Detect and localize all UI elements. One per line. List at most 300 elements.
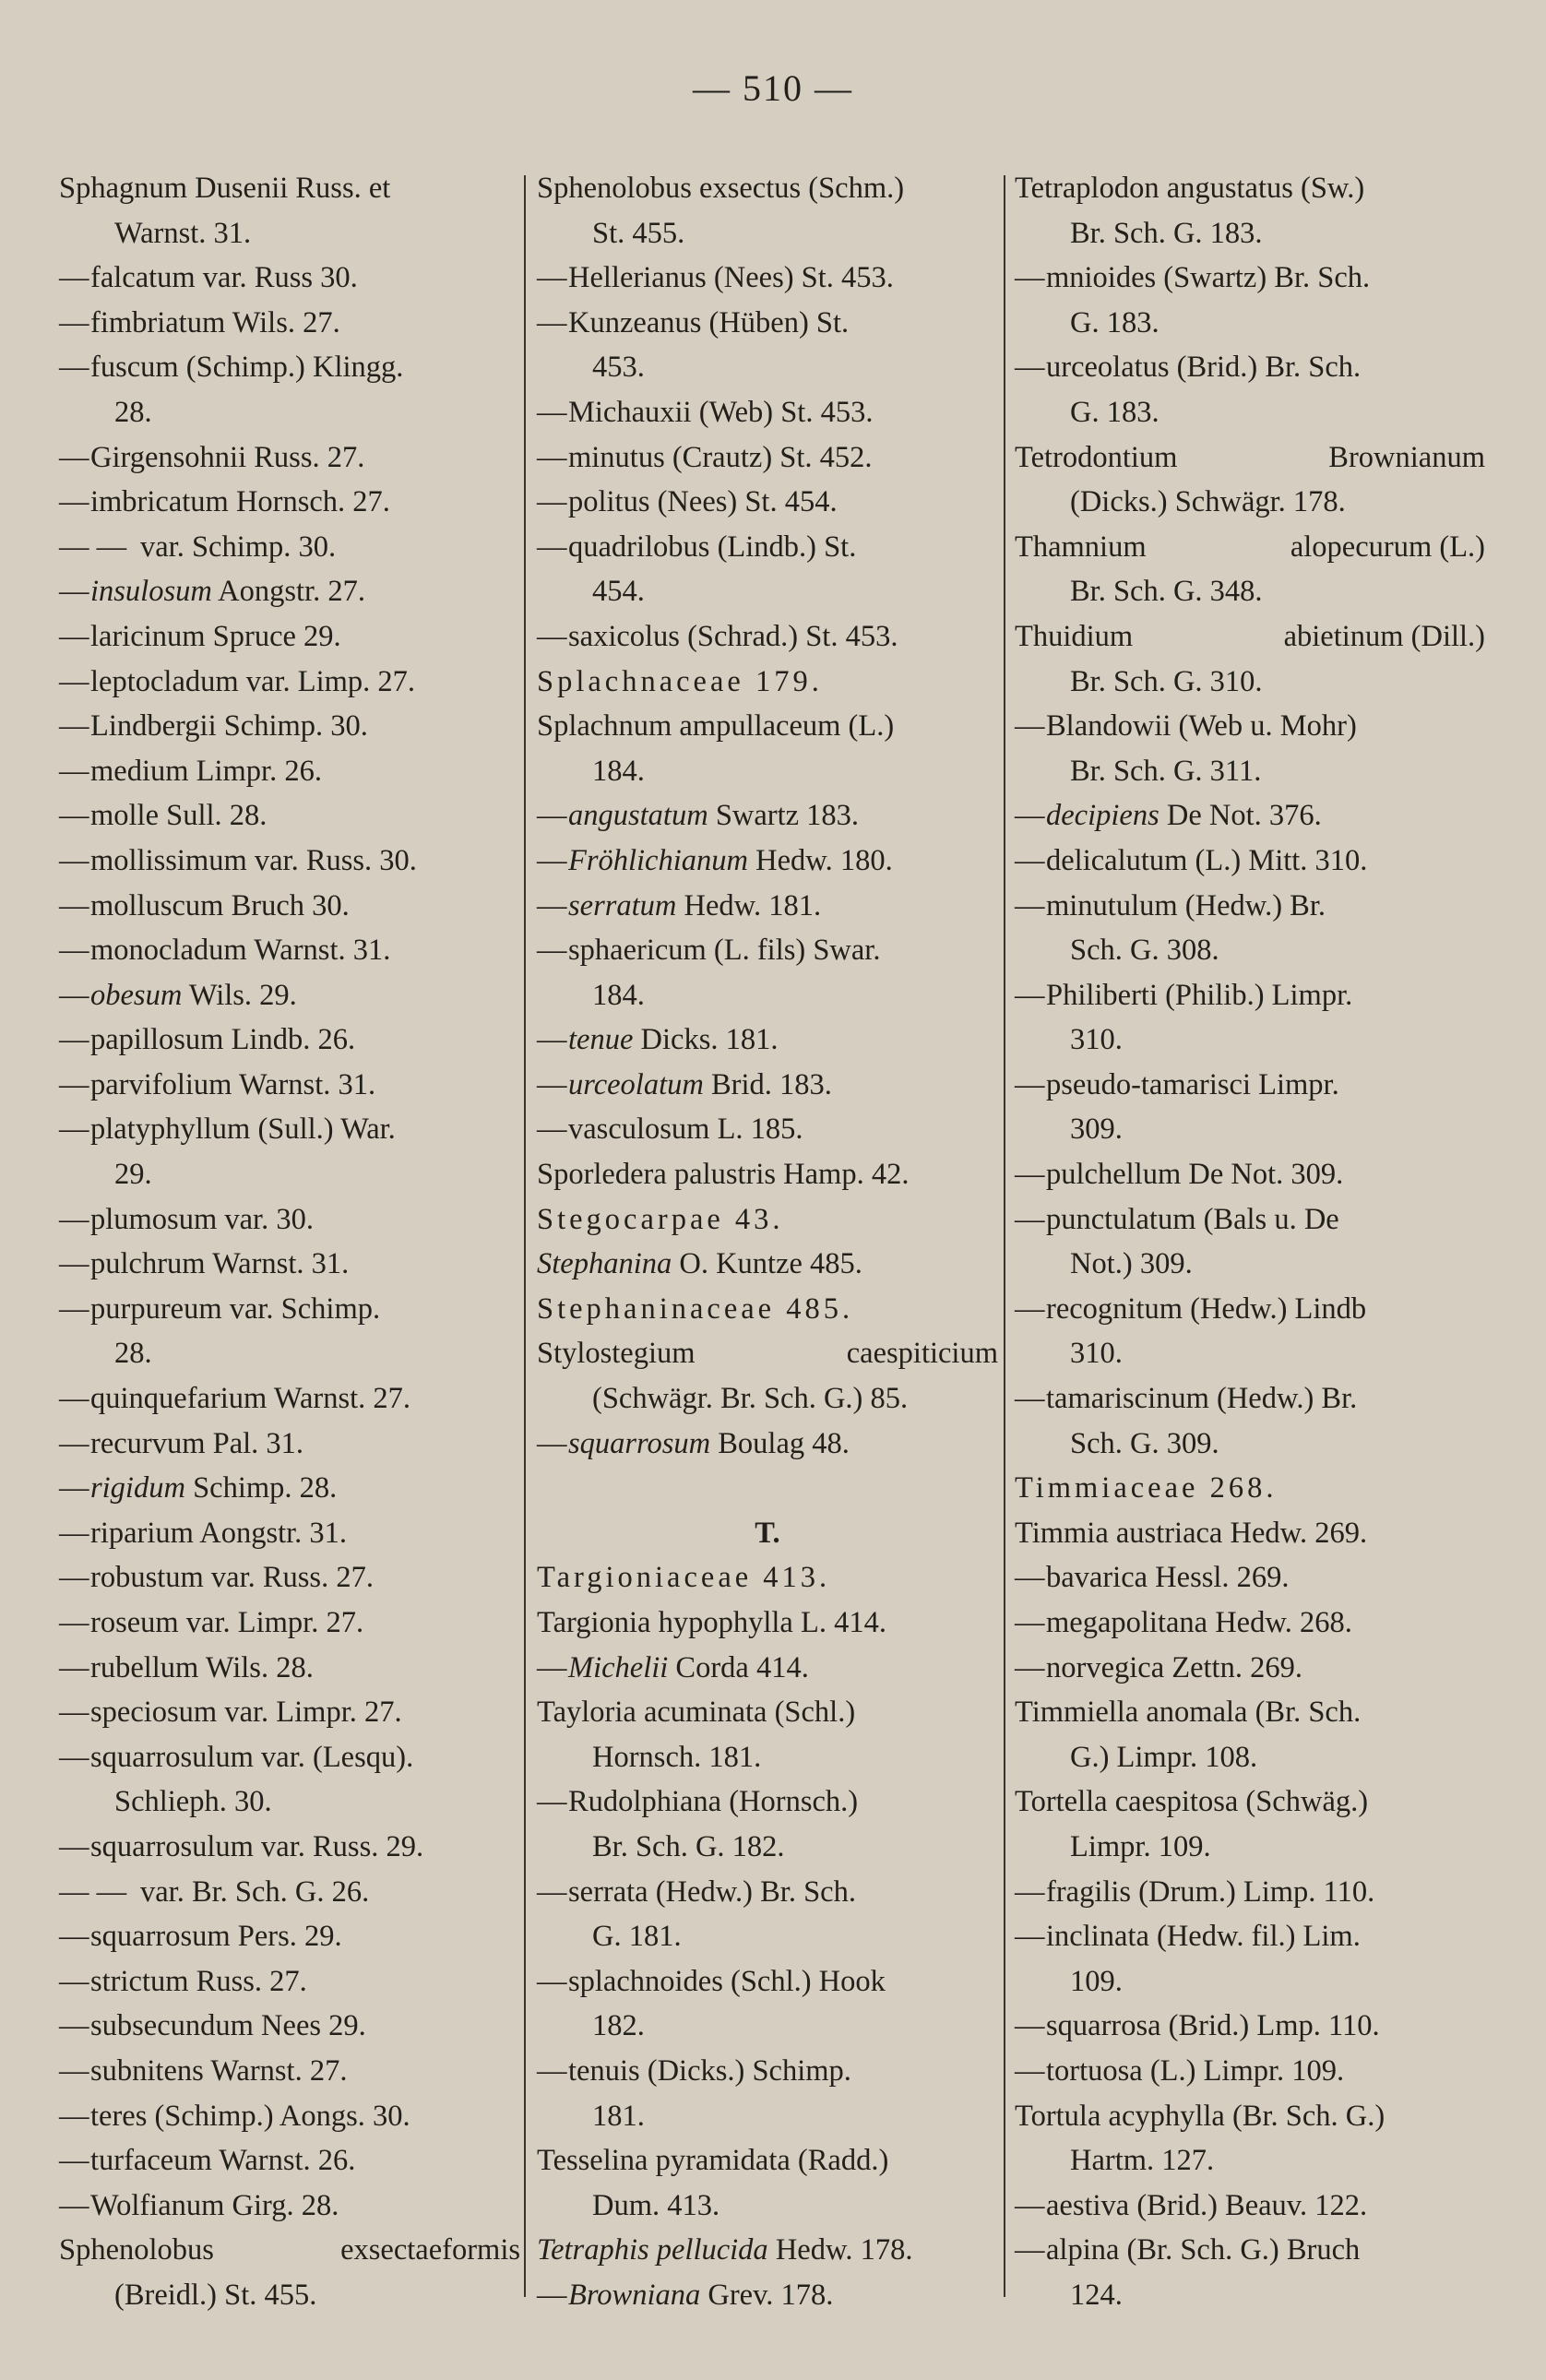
entry-text: mollissimum var. Russ. 30. [90,843,417,877]
ditto-dash: — [537,799,567,833]
index-entry [537,1690,998,1735]
index-entry [59,1735,520,1780]
index-entry [1015,435,1485,481]
entry-text: purpureum var. Schimp. [90,1291,381,1326]
italic-name: Fröhlichianum [568,843,748,877]
entry-text: Hornsch. 181. [592,1740,762,1774]
ditto-dash: — [59,978,89,1012]
index-entry [1015,1152,1485,1197]
index-entry [537,1646,998,1691]
entry-text: Lindbergii Schimp. 30. [90,709,368,744]
entry-text: Philiberti (Philib.) Limpr. [1046,978,1353,1012]
entry-text: Sch. G. 309. [1070,1426,1219,1460]
index-entry [537,1511,998,1556]
index-entry [59,1242,520,1287]
entry-text: tortuosa (L.) Limpr. 109. [1046,2053,1345,2088]
index-column-1 [59,166,520,2318]
index-entry [59,2004,520,2049]
ditto-dash: — [59,1829,89,1863]
index-entry-continuation [537,1376,998,1422]
index-entry [537,525,998,570]
index-entry [1015,2004,1485,2049]
index-entry [59,480,520,525]
ditto-dash: — [59,1202,89,1236]
index-entry-continuation [537,973,998,1018]
entry-text: 182. [592,2009,645,2043]
index-entry [537,2228,998,2273]
entry-text: subnitens Warnst. 27. [90,2053,348,2088]
index-entry-continuation [537,1825,998,1870]
index-entry [59,1376,520,1422]
ditto-dash: — [1015,2188,1045,2222]
index-entry-continuation [1015,1959,1485,2005]
entry-text: Aongstr. 27. [211,575,365,609]
entry-text: (Breidl.) St. 455. [114,2278,317,2312]
entry-text: tamariscinum (Hedw.) Br. [1046,1382,1358,1416]
index-entry [1015,2094,1485,2139]
index-entry [1015,525,1485,570]
index-entry-continuation [537,211,998,256]
entry-text-tail: abietinum (Dill.) [1283,619,1485,653]
entry-text: Br. Sch. G. 311. [1070,754,1262,788]
index-entry [59,2049,520,2094]
index-entry-continuation [59,1152,520,1197]
index-entry-continuation [1015,1825,1485,1870]
italic-name: obesum [90,978,183,1012]
italic-name: tenue [568,1023,634,1057]
ditto-dash: — [59,2053,89,2088]
ditto-dash: — [1015,978,1045,1012]
index-entry [59,1197,520,1243]
entry-text: G. 181. [592,1920,682,1954]
index-entry [1015,793,1485,839]
index-entry [59,839,520,884]
entry-text: parvifolium Warnst. 31. [90,1067,376,1101]
entry-text: Targioniaceae 413. [537,1561,831,1595]
italic-name: rigidum [90,1471,185,1505]
index-entry-continuation [537,345,998,390]
index-entry [537,256,998,301]
index-entry [1015,1690,1485,1735]
entry-text: 310. [1070,1023,1123,1057]
ditto-dash: — [59,1067,89,1101]
entry-text: G. 183. [1070,395,1160,429]
index-entry [59,1959,520,2005]
index-entry [537,1017,998,1063]
entry-text: De Not. 376. [1159,799,1322,833]
entry-text: plumosum var. 30. [90,1202,314,1236]
entry-text: medium Limpr. 26. [90,754,322,788]
index-entry [59,345,520,390]
index-entry [59,1422,520,1467]
index-entry [59,2094,520,2139]
entry-text: politus (Nees) St. 454. [568,485,838,519]
ditto-dash: — [59,1113,89,1147]
entry-text: 184. [592,978,645,1012]
ditto-dash: — [59,2099,89,2133]
ditto-dash: — [537,2278,567,2312]
index-entry [59,884,520,929]
index-entry-continuation [1015,1107,1485,1152]
index-entry [59,1511,520,1556]
index-entry [59,1063,520,1108]
italic-name: Stephanina [537,1247,672,1281]
ditto-dash: — [1015,709,1045,744]
index-entry [537,1601,998,1646]
index-entry [1015,839,1485,884]
ditto-dash: — [1015,1158,1045,1192]
index-entry [1015,2228,1485,2273]
entry-text: Hedw. 178. [767,2233,913,2267]
ditto-dash: — [59,1291,89,1326]
entry-text: 310. [1070,1337,1123,1371]
entry-text: Sphenolobus [59,2233,214,2267]
entry-text: Splachnaceae 179. [537,664,823,698]
index-entry [59,1825,520,1870]
entry-text: Schimp. 28. [184,1471,338,1505]
ditto-dash: — [59,1650,89,1684]
ditto-dash: — [537,1067,567,1101]
ditto-dash: — [59,2144,89,2178]
index-entry [59,2138,520,2184]
entry-text: aestiva (Brid.) Beauv. 122. [1046,2188,1368,2222]
ditto-dash: — [1015,1202,1045,1236]
italic-name: insulosum [90,575,212,609]
entry-text: squarrosulum var. Russ. 29. [90,1829,424,1863]
entry-text: Hedw. 180. [747,843,893,877]
entry-text: Br. Sch. G. 182. [592,1829,785,1863]
index-entry-continuation [1015,569,1485,614]
ditto-dash: — [59,305,89,339]
entry-text: laricinum Spruce 29. [90,619,341,653]
entry-text: monocladum Warnst. 31. [90,934,391,968]
entry-text: Tayloria acuminata (Schl.) [537,1696,856,1730]
entry-text: papillosum Lindb. 26. [90,1023,356,1057]
index-entry-continuation [537,1735,998,1780]
index-entry [59,1107,520,1152]
index-entry [537,1555,998,1601]
entry-text: Sporledera palustris Hamp. 42. [537,1158,910,1192]
index-entry [537,1779,998,1825]
index-entry [1015,166,1485,211]
ditto-dash: — [1015,351,1045,385]
index-entry [59,435,520,481]
ditto-dash: — [59,1561,89,1595]
index-column-2 [537,166,998,2318]
ditto-dash: — [537,934,567,968]
index-entry [537,704,998,749]
index-entry [59,1017,520,1063]
index-entry [59,1646,520,1691]
entry-text: platyphyllum (Sull.) War. [90,1113,396,1147]
ditto-dash: — [537,440,567,474]
index-entry [537,2273,998,2318]
entry-text: alpina (Br. Sch. G.) Bruch [1046,2233,1361,2267]
entry-text: Stylostegium [537,1337,696,1371]
entry-text: Boulag 48. [710,1426,850,1460]
entry-text: Stephaninaceae 485. [537,1291,854,1326]
index-entry-continuation [59,1331,520,1376]
entry-text: Blandowii (Web u. Mohr) [1046,709,1357,744]
entry-text: G.) Limpr. 108. [1070,1740,1258,1774]
italic-name: Tetraphis pellucida [537,2233,768,2267]
index-entry [537,480,998,525]
index-entry [1015,1376,1485,1422]
ditto-dash: — [59,619,89,653]
index-entry [59,973,520,1018]
entry-text: minutulum (Hedw.) Br. [1046,888,1326,922]
index-entry [1015,884,1485,929]
entry-text: fuscum (Schimp.) Klingg. [90,351,404,385]
entry-text: Br. Sch. G. 348. [1070,575,1263,609]
ditto-dash: — [59,799,89,833]
entry-text: vasculosum L. 185. [568,1113,803,1147]
index-entry [537,1870,998,1915]
ditto-dash: — [59,485,89,519]
ditto-dash-double: — — [59,1874,127,1909]
index-entry [537,1152,998,1197]
ditto-dash: — [537,1023,567,1057]
ditto-dash: — [59,1471,89,1505]
index-entry [1015,704,1485,749]
entry-text: (Dicks.) Schwägr. 178. [1070,485,1346,519]
entry-text: molle Sull. 28. [90,799,268,833]
italic-name: squarrosum [568,1426,711,1460]
ditto-dash: — [59,1023,89,1057]
entry-text: Hartm. 127. [1070,2144,1215,2178]
index-entry-continuation [537,2184,998,2229]
ditto-dash: — [1015,1561,1045,1595]
entry-text: sphaericum (L. fils) Swar. [568,934,881,968]
italic-name: Michelii [568,1650,669,1684]
italic-name: angustatum [568,799,708,833]
ditto-dash: — [59,664,89,698]
ditto-dash: — [59,888,89,922]
entry-text: O. Kuntze 485. [672,1247,862,1281]
entry-text: Stegocarpae 43. [537,1202,784,1236]
entry-text: imbricatum Hornsch. 27. [90,485,390,519]
ditto-dash: — [59,1696,89,1730]
entry-text: Rudolphiana (Hornsch.) [568,1785,859,1819]
entry-text: squarrosum Pers. 29. [90,1920,342,1954]
index-entry [537,2049,998,2094]
index-entry [537,839,998,884]
entry-text: turfaceum Warnst. 26. [90,2144,356,2178]
entry-text: Sch. G. 308. [1070,934,1219,968]
ditto-dash: — [59,261,89,295]
italic-name: decipiens [1046,799,1160,833]
entry-text: riparium Aongstr. 31. [90,1516,348,1550]
entry-text: Tetraplodon angustatus (Sw.) [1015,172,1365,205]
entry-text: Grev. 178. [700,2278,834,2312]
entry-text: bavarica Hessl. 269. [1046,1561,1290,1595]
index-entry [537,390,998,435]
ditto-dash: — [537,305,567,339]
ditto-dash: — [1015,1067,1045,1101]
ditto-dash: — [59,843,89,877]
ditto-dash: — [1015,2053,1045,2088]
entry-text: (Schwägr. Br. Sch. G.) 85. [592,1382,909,1416]
entry-text: recurvum Pal. 31. [90,1426,304,1460]
entry-text: 454. [592,575,645,609]
index-entry-continuation [1015,211,1485,256]
index-entry-continuation [59,1779,520,1825]
ditto-dash: — [537,888,567,922]
entry-text: Hellerianus (Nees) St. 453. [568,261,894,295]
index-entry-continuation [1015,1017,1485,1063]
entry-text: 309. [1070,1113,1123,1147]
index-entry [59,1555,520,1601]
entry-text: Timmiaceae 268. [1015,1471,1278,1505]
index-entry [537,435,998,481]
index-entry [1015,1287,1485,1332]
entry-text: Michauxii (Web) St. 453. [568,395,874,429]
ditto-dash: — [59,2009,89,2043]
entry-text: delicalutum (L.) Mitt. 310. [1046,843,1368,877]
entry-text: Sphenolobus exsectus (Schm.) [537,172,905,205]
ditto-dash: — [59,1247,89,1281]
entry-text: serrata (Hedw.) Br. Sch. [568,1874,856,1909]
entry-text: Wolfianum Girg. 28. [90,2188,339,2222]
entry-text: Br. Sch. G. 183. [1070,216,1263,250]
ditto-dash: — [59,934,89,968]
index-entry [59,1690,520,1735]
entry-text: Tortula acyphylla (Br. Sch. G.) [1015,2099,1385,2133]
index-entry [537,166,998,211]
index-entry [537,2138,998,2184]
entry-text: 28. [114,1337,152,1371]
index-entry-continuation [59,390,520,435]
entry-text: quadrilobus (Lindb.) St. [568,530,857,564]
index-entry [59,704,520,749]
entry-text-tail: exsectaeformis [340,2233,520,2267]
entry-text: Dum. 413. [592,2188,720,2222]
index-entry [537,1287,998,1332]
entry-text: Targionia hypophylla L. 414. [537,1606,886,1639]
index-entry-continuation [537,749,998,794]
index-entry [59,614,520,660]
column-divider [1004,175,1005,2297]
column-divider [524,175,526,2297]
index-entry-continuation [537,2094,998,2139]
index-entry [59,1870,520,1915]
entry-text: Not.) 309. [1070,1247,1193,1281]
entry-text: recognitum (Hedw.) Lindb [1046,1291,1367,1326]
page-number: — 510 — [693,67,853,109]
index-entry [537,1422,998,1467]
index-entry [59,166,520,211]
ditto-dash: — [537,1650,567,1684]
ditto-dash-double: — — [59,530,127,564]
index-entry [59,569,520,614]
entry-text: 28. [114,395,152,429]
ditto-dash: — [1015,1874,1045,1909]
index-entry [59,2228,520,2273]
index-entry [1015,973,1485,1018]
entry-text: leptocladum var. Limp. 27. [90,664,416,698]
entry-text: G. 183. [1070,305,1160,339]
ditto-dash: — [1015,1920,1045,1954]
ditto-dash: — [1015,2009,1045,2043]
entry-text: 29. [114,1158,152,1192]
index-entry-continuation [537,1914,998,1959]
entry-text: speciosum var. Limpr. 27. [90,1696,402,1730]
index-entry-continuation [59,211,520,256]
index-entry-continuation [1015,301,1485,346]
ditto-dash: — [59,709,89,744]
entry-text: quinquefarium Warnst. 27. [90,1382,410,1416]
entry-text: Schlieph. 30. [114,1785,272,1819]
entry-text: Thamnium [1015,530,1147,564]
ditto-dash: — [1015,1650,1045,1684]
index-entry-continuation [1015,928,1485,973]
index-entry [537,660,998,705]
entry-text: 184. [592,754,645,788]
ditto-dash: — [59,1382,89,1416]
ditto-dash: — [537,843,567,877]
entry-text: robustum var. Russ. 27. [90,1561,374,1595]
entry-text: 181. [592,2099,645,2133]
index-entry [1015,1646,1485,1691]
index-entry-continuation [1015,1242,1485,1287]
ditto-dash: — [537,261,567,295]
italic-name: serratum [568,888,677,922]
entry-text: teres (Schimp.) Aongs. 30. [90,2099,410,2133]
entry-text: punctulatum (Bals u. De [1046,1202,1339,1236]
entry-text: inclinata (Hedw. fil.) Lim. [1046,1920,1361,1954]
index-entry-continuation [1015,2273,1485,2318]
ditto-dash: — [1015,1606,1045,1639]
entry-text: Warnst. 31. [114,216,252,250]
entry-text: Sphagnum Dusenii Russ. et [59,172,391,205]
entry-text: saxicolus (Schrad.) St. 453. [568,619,898,653]
entry-text: Corda 414. [668,1650,809,1684]
entry-text: Tortella caespitosa (Schwäg.) [1015,1785,1369,1819]
entry-text: Br. Sch. G. 310. [1070,664,1263,698]
index-entry [59,1466,520,1511]
index-entry [1015,1555,1485,1601]
entry-text: mnioides (Swartz) Br. Sch. [1046,261,1371,295]
entry-text-tail: alopecurum (L.) [1290,530,1485,564]
entry-text-tail: caespiticium [846,1337,998,1371]
index-entry-continuation [1015,480,1485,525]
entry-text: strictum Russ. 27. [90,1964,307,1998]
index-entry [59,1601,520,1646]
ditto-dash: — [537,1874,567,1909]
entry-text: megapolitana Hedw. 268. [1046,1606,1352,1639]
index-entry-continuation [1015,1422,1485,1467]
index-entry [1015,1511,1485,1556]
entry-text: Brid. 183. [703,1067,832,1101]
ditto-dash: — [59,1740,89,1774]
entry-text: Tetrodontium [1015,440,1178,474]
italic-name: urceolatum [568,1067,704,1101]
index-entry [59,660,520,705]
ditto-dash: — [1015,888,1045,922]
index-entry [59,256,520,301]
index-entry [1015,1779,1485,1825]
index-entry-continuation [537,2004,998,2049]
entry-text-tail: Brownianum [1328,440,1485,474]
entry-text: 109. [1070,1964,1123,1998]
index-entry [537,793,998,839]
index-entry [1015,256,1485,301]
index-entry-continuation [1015,1735,1485,1780]
ditto-dash: — [537,1964,567,1998]
entry-text: falcatum var. Russ 30. [90,261,358,295]
entry-text: molluscum Bruch 30. [90,888,350,922]
index-entry [537,1063,998,1108]
